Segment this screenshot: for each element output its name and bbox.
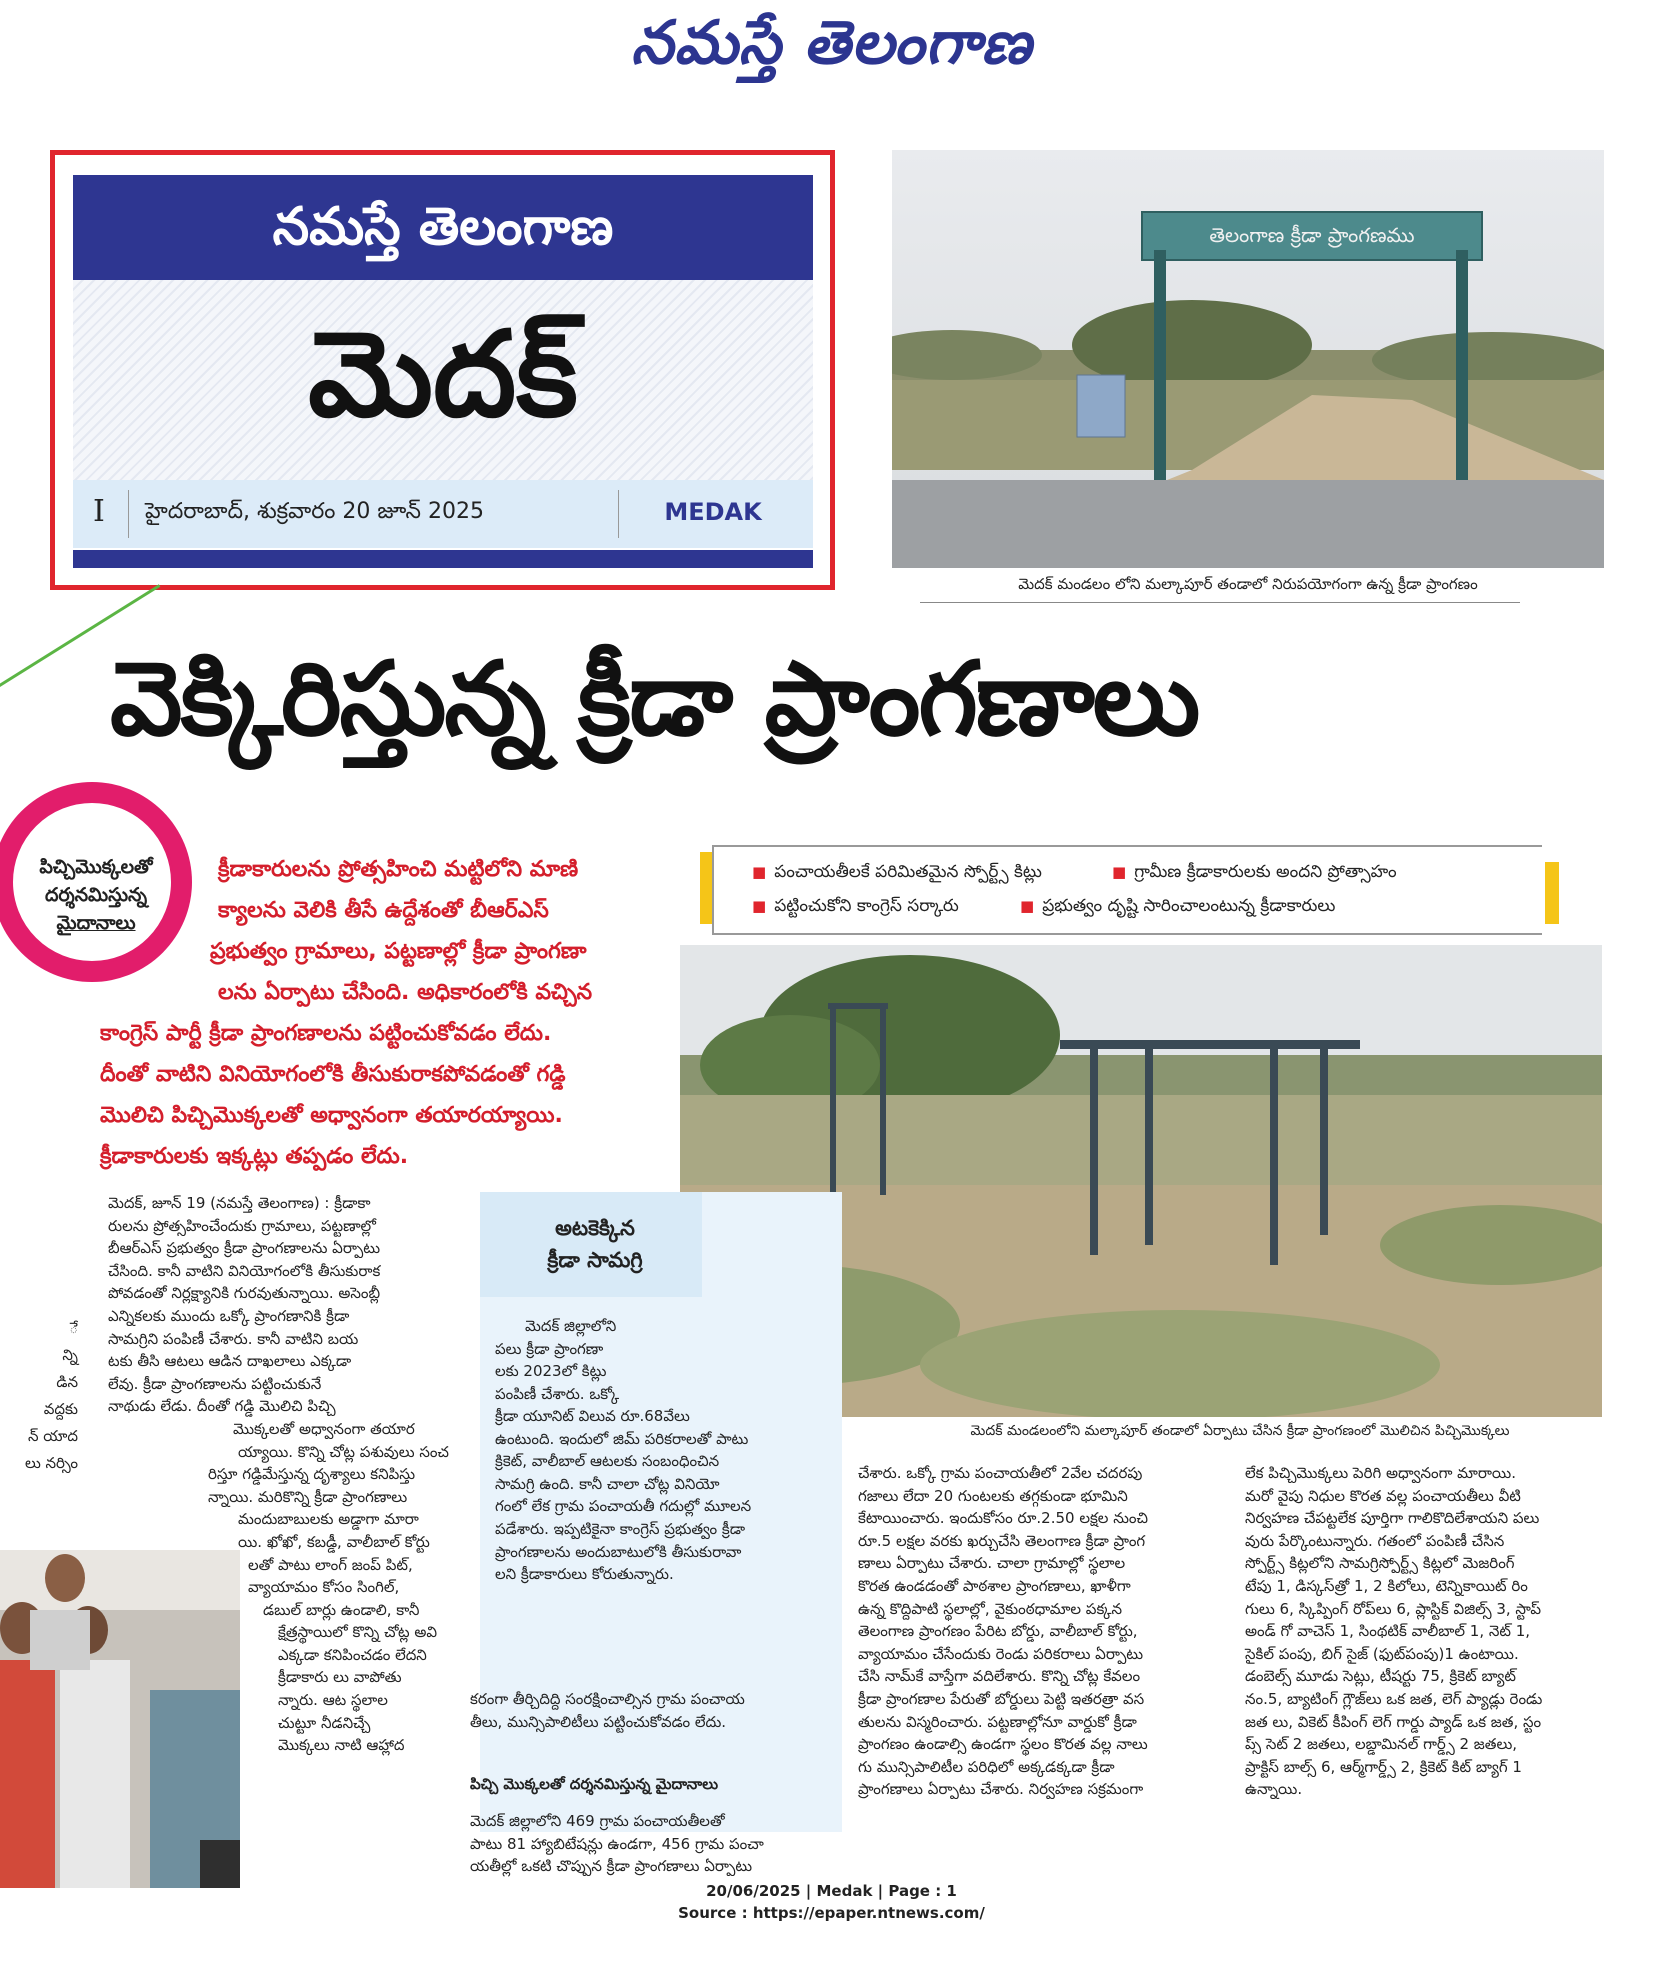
paragraph-line: రులను ప్రోత్సహించేందుకు గ్రామాలు, పట్టణాల్లో	[108, 1216, 376, 1235]
intro-line: మొలిచి పిచ్చిమొక్కలతో అధ్వానంగా తయారయ్యాయి.	[100, 1103, 563, 1128]
sidebar-body-narrow	[495, 1315, 685, 1405]
bullet-icon: ■	[752, 863, 767, 881]
paragraph-line: క్షేత్రస్థాయిలో కొన్ని చోట్ల అవి	[278, 1623, 438, 1642]
paragraph-line: ప్రాంగణం ఉండాల్సి ఉండగా స్థలం కొరత వల్ల నాలు	[858, 1735, 1148, 1754]
paragraph-line: పంపిణీ చేశారు. ఒక్కో	[495, 1384, 620, 1403]
highlight-item: ■ పట్టించుకోని కాంగ్రెస్ సర్కారు	[752, 896, 959, 916]
paragraph-line: నాథుడు లేడు. దీంతో గడ్డి మొలిచి పిచ్చి	[108, 1397, 336, 1416]
paragraph-line: మందుబాబులకు అడ్డాగా మారా	[238, 1510, 419, 1529]
bullet-icon: ■	[752, 897, 767, 915]
paragraph-line: స్పోర్ట్స్ కిట్లలోని సామగ్రిస్పోర్ట్స్ కిట్లలో మెజరింగ్	[1245, 1554, 1515, 1573]
gate-sign-text: తెలంగాణ క్రీడా ప్రాంగణము	[1209, 223, 1415, 247]
bullet-icon: ■	[1112, 863, 1127, 881]
fragment-text: న్ యాద	[28, 1427, 78, 1445]
paragraph-line: లకు 2023లో కిట్లు	[495, 1362, 607, 1381]
paragraph-line: వ్యాయామం కోసం సింగిల్,	[248, 1578, 400, 1597]
divider	[618, 490, 619, 538]
paragraph-line: ఉన్నాయి.	[1245, 1780, 1303, 1799]
paragraph-line: క్రికెట్, వాలీబాల్ ఆటలకు సంబంధించిన	[495, 1452, 720, 1471]
source-link[interactable]: Source : https://epaper.ntnews.com/	[678, 1904, 985, 1922]
intro-line: ప్రభుత్వం గ్రామాలు, పట్టణాల్లో క్రీడా ప్రాంగణా	[210, 939, 587, 964]
edition-city: మెదక్	[308, 305, 578, 443]
paragraph-line: తులను విస్మరించారు. పట్టణాల్లోనూ వార్డుకో క్రీడా	[858, 1712, 1137, 1731]
highlight-item: ■ గ్రామీణ క్రీడాకారులకు అందని ప్రోత్సాహం	[1112, 862, 1397, 882]
article-column-4	[1245, 1462, 1607, 1801]
paragraph-line: మెదక్ జిల్లాలోని 469 గ్రామ పంచాయతీలతో	[470, 1812, 725, 1830]
divider	[128, 490, 129, 538]
stadium-gate-photo	[892, 150, 1604, 568]
edition-issue: I	[93, 494, 105, 529]
section-subheading: పిచ్చి మొక్కలతో దర్శనమిస్తున్న మైదానాలు	[470, 1775, 719, 1793]
paragraph-line: గజాలు లేదా 20 గుంటలకు తగ్గకుండా భూమిని	[858, 1486, 1128, 1505]
edition-box	[50, 150, 835, 590]
highlights-box	[712, 845, 1542, 935]
article-column-2-end	[470, 1810, 840, 1878]
paragraph-line: చుట్టూ నీడనిచ్చే	[278, 1713, 371, 1732]
paragraph-line: నిర్వహణ చేపట్టలేక పూర్తిగా గాలికొదిలేశాయని పలు	[1245, 1509, 1540, 1528]
paragraph-line: య్యాయి. కొన్ని చోట్ల పశువులు సంచ	[238, 1442, 449, 1461]
paragraph-line: న్నాయి. మరికొన్ని క్రీడా ప్రాంగణాలు	[208, 1487, 408, 1506]
adjacent-column-fragments	[0, 1315, 78, 1477]
paragraph-line: బీఆర్ఎస్ ప్రభుత్వం క్రీడా ప్రాంగణాలను ఏర్పాటు	[108, 1239, 381, 1258]
paragraph-line: పలు క్రీడా ప్రాంగణా	[495, 1339, 604, 1358]
masthead-logo: నమస్తే తెలంగాణ	[630, 8, 1033, 78]
paragraph-line: క్రీడా ప్రాంగణాల పేరుతో బోర్డులు పెట్టి ఇతరత్రా వస	[858, 1689, 1145, 1708]
footer-source	[0, 1902, 1663, 1924]
badge-inner	[10, 800, 174, 964]
highlight-bar	[1545, 862, 1559, 924]
article-column-3	[858, 1462, 1226, 1801]
paragraph-line: సైకిల్ పంపు, బిగ్ సైజ్ (ఫుట్‌పంపు)1 ఉంటాయి.	[1245, 1644, 1519, 1663]
fragment-text: డిన	[56, 1373, 78, 1391]
paragraph-line: గులు 6, స్కిప్పింగ్ రోప్‌లు 6, ప్లాస్టిక్ విజిల్స్ 3, స్టాప్	[1245, 1599, 1542, 1618]
paragraph-line: జత లు, వికెట్ కీపింగ్ లెగ్ గార్డు ప్యాడ్ ఒక జత, స్టం	[1245, 1712, 1542, 1731]
paragraph-line: లతో పాటు లాంగ్ జంప్ పిట్,	[248, 1555, 413, 1574]
edition-date: హైదరాబాద్, శుక్రవారం 20 జూన్ 2025	[145, 499, 484, 524]
paragraph-line: ఎన్నికలకు ముందు ఒక్కో ప్రాంగణానికి క్రీడా	[108, 1306, 350, 1325]
badge-text	[21, 853, 171, 937]
paragraph-line: ఉన్న కొద్దిపాటి స్థలాల్లో, వైకుంఠధామాల పక్కన	[858, 1599, 1123, 1618]
paragraph-line: లేక పిచ్చిమొక్కలు పెరిగి అధ్వానంగా మారాయి.	[1245, 1464, 1516, 1482]
edition-bottom-bar	[73, 550, 813, 568]
paragraph-line: అండ్ గో వాచెస్ 1, సింథటిక్ వాలీబాల్ 1, నెట్ 1,	[1245, 1622, 1531, 1641]
intro-line: క్రీడాకారులకు ఇక్కట్లు తప్పడం లేదు.	[100, 1144, 409, 1169]
paragraph-line: లని క్రీడాకారులు కోరుతున్నారు.	[495, 1565, 674, 1584]
photo-caption: మెదక్ మండలంలోని మల్కాపూర్ తండాలో ఏర్పాటు చేసిన క్రీడా ప్రాంగణంలో మొలిచిన పిచ్చిమొక్కలు	[970, 1423, 1510, 1439]
intro-line: క్యాలను వెలికి తీసే ఉద్దేశంతో బీఆర్ఎస్	[218, 898, 549, 923]
stadium-gate-image	[892, 150, 1604, 568]
paragraph-line: కొరత ఉండడంతో పాఠశాల ప్రాంగణాలు, ఖాళీగా	[858, 1576, 1131, 1595]
badge-line: మైదానాలు	[56, 912, 136, 934]
paragraph-line: నం.5, బ్యాటింగ్ గ్లౌజ్‌లు ఒక జత, లెగ్ ప్యాడ్లు రెండు	[1245, 1689, 1543, 1708]
photo-caption: మెదక్ మండలం లోని మల్కాపూర్ తండాలో నిరుపయోగంగా ఉన్న క్రీడా ప్రాంగణం	[1018, 575, 1478, 593]
article-headline: వెక్కిరిస్తున్న క్రీడా ప్రాంగణాలు	[110, 640, 1199, 759]
paragraph-line: లేవు. క్రీడా ప్రాంగణాలను పట్టించుకునే	[108, 1374, 322, 1393]
paragraph-line: రూ.5 లక్షల వరకు ఖర్చుచేసి తెలంగాణ క్రీడా ప్రాంగ	[858, 1531, 1146, 1550]
paragraph-line: ణాలు ఏర్పాటు చేశారు. చాలా గ్రామాల్లో స్థలాల	[858, 1554, 1126, 1573]
paragraph-line: కరంగా తీర్చిదిద్ది సంరక్షించాల్సిన గ్రామ పంచాయ	[470, 1690, 745, 1708]
paragraph-line: క్రీడాకారు లు వాపోతు	[278, 1668, 402, 1687]
intro-line: దీంతో వాటిని వినియోగంలోకి తీసుకురాకపోవడంతో గడ్డి	[100, 1062, 566, 1087]
edition-paper-name: నమస్తే తెలంగాణ	[73, 175, 813, 280]
paragraph-line: యి. ఖోఖో, కబడ్డీ, వాలీబాల్ కోర్టు	[238, 1532, 430, 1551]
paragraph-line: డబుల్ బార్లు ఉండాలి, కానీ	[263, 1600, 420, 1619]
paragraph-line: తీలు, మున్సిపాలిటీలు పట్టించుకోవడం లేదు.	[470, 1712, 727, 1731]
intro-line: లను ఏర్పాటు చేసింది. అధికారంలోకి వచ్చిన	[218, 980, 593, 1005]
fragment-text: వద్దకు	[43, 1400, 78, 1418]
paragraph-line: ప్రాంగణాలను అందుబాటులోకి తీసుకురావా	[495, 1542, 742, 1561]
highlight-item: ■ పంచాయతీలకే పరిమితమైన స్పోర్ట్స్ కిట్లు	[752, 862, 1042, 882]
paragraph-line: మెదక్, జూన్ 19 (నమస్తే తెలంగాణ) : క్రీడాకా	[108, 1194, 371, 1212]
paragraph-line: వురు పేర్కొంటున్నారు. గతంలో పంపిణీ చేసిన	[1245, 1531, 1505, 1550]
paragraph-line: మెదక్ జిల్లాలోని	[525, 1317, 617, 1335]
sidebar-title	[505, 1212, 685, 1276]
edition-date-bar	[73, 480, 813, 548]
paragraph-line: మొక్కలతో అధ్వానంగా తయార	[233, 1419, 415, 1438]
paragraph-line: చేసి నామ్‌కే వాస్తేగా వదిలేశారు. కొన్ని చోట్ల కేవలం	[858, 1667, 1141, 1686]
paragraph-line: పడేశారు. ఇప్పటికైనా కాంగ్రెస్ ప్రభుత్వం క్రీడా	[495, 1519, 746, 1538]
sidebar-title-line: క్రీడా సామగ్రి	[547, 1248, 643, 1272]
fragment-text: లు నర్సిం	[24, 1454, 78, 1472]
article-column-2-continued	[470, 1688, 840, 1733]
paragraph-line: ఎక్కడా కనిపించడం లేదని	[278, 1645, 427, 1664]
bullet-icon: ■	[1020, 897, 1035, 915]
highlight-badge	[0, 782, 192, 982]
highlight-bar	[700, 852, 712, 924]
edition-city-panel	[73, 280, 813, 480]
paragraph-line: ప్రాంగణాలు ఏర్పాటు చేశారు. నిర్వహణ సక్రమంగా	[858, 1780, 1144, 1799]
fragment-text: న్ని	[62, 1346, 78, 1364]
paragraph-line: చేసింది. కానీ వాటిని వినియోగంలోకి తీసుకురాక	[108, 1261, 381, 1280]
paragraph-line: కేటాయించారు. ఇందుకోసం రూ.2.50 లక్షల నుంచి	[858, 1509, 1149, 1528]
paragraph-line: పాటు 81 హ్యాబిటేషన్లు ఉండగా, 456 గ్రామ పంచా	[470, 1834, 764, 1853]
intro-line: క్రీడాకారులను ప్రోత్సహించి మట్టిలోని మాణి	[218, 857, 579, 882]
paragraph-line: గు మున్సిపాలిటీల పరిధిలో అక్కడక్కడా క్రీడా	[858, 1757, 1115, 1776]
article-column-1	[108, 1192, 453, 1757]
paragraph-line: తెలంగాణ ప్రాంగణం పేరిట బోర్డు, వాలీబాల్ కోర్టు,	[858, 1622, 1138, 1641]
badge-line: పిచ్చిమొక్కలతో	[39, 856, 153, 878]
paragraph-line: టేపు 1, డిస్కస్‌త్రో 1, 2 కిలోలు, టెన్నికాయిట్ రిం	[1245, 1576, 1528, 1595]
badge-line: దర్శనమిస్తున్న	[44, 884, 148, 906]
divider	[920, 602, 1520, 603]
paragraph-line: సామగ్రిని పంపిణీ చేశారు. కానీ వాటిని బయ	[108, 1329, 359, 1348]
paragraph-line: చేశారు. ఒక్కో గ్రామ పంచాయతీలో 2వేల చదరపు	[858, 1464, 1143, 1482]
paragraph-line: టకు తీసి ఆటలు ఆడిన దాఖలాలు ఎక్కడా	[108, 1352, 352, 1371]
paragraph-line: యతీల్లో ఒకటి చొప్పున క్రీడా ప్రాంగణాలు ఏర్పాటు	[470, 1857, 753, 1876]
paragraph-line: న్నారు. ఆట స్థలాల	[278, 1691, 388, 1710]
paragraph-line: డంబెల్స్ మూడు సెట్లు, టీషర్టు 75, క్రికెట్ బ్యాట్	[1245, 1667, 1516, 1686]
paragraph-line: మరో వైపు నిధుల కొరత వల్ల పంచాయతీలు వీటి	[1245, 1486, 1521, 1505]
fragment-text: ే	[69, 1319, 78, 1337]
paragraph-line: ఉంటుంది. ఇందులో జిమ్ పరికరాలతో పాటు	[495, 1429, 749, 1448]
paragraph-line: మొక్కలు నాటి ఆహ్లాద	[278, 1736, 405, 1755]
paragraph-line: ప్స్ సెట్ 2 జతలు, లబ్డామినల్ గార్డ్స్ 2 జతలు,	[1245, 1735, 1518, 1754]
paragraph-line: సామగ్రి ఉంది. కానీ చాలా చోట్ల వినియో	[495, 1474, 720, 1493]
sidebar-title-line: అటకెక్కిన	[555, 1216, 635, 1240]
highlight-item: ■ ప్రభుత్వం దృష్టి సారించాలంటున్న క్రీడాకారులు	[1020, 896, 1336, 916]
paragraph-line: వ్యాయామం చేసేందుకు రెండు పరికరాలు ఏర్పాటు	[858, 1644, 1144, 1663]
edition-label: MEDAK	[664, 498, 762, 526]
paragraph-line: పోవడంతో నిర్లక్ష్యానికి గురవుతున్నాయి. అసెంబ్లీ	[108, 1284, 381, 1303]
paragraph-line: ప్రాక్టిస్ బాల్స్ 6, ఆర్మ్‌గార్డ్స్ 2, క్రికెట్ కిట్ బ్యాగ్ 1	[1245, 1757, 1522, 1776]
paragraph-line: క్రీడా యూనిట్ విలువ రూ.68వేలు	[495, 1407, 690, 1425]
sidebar-body	[495, 1405, 825, 1586]
paragraph-line: గంలో లేక గ్రామ పంచాయతీ గదుల్లో మూలన	[495, 1497, 752, 1516]
paragraph-line: రిస్తూ గడ్డిమేస్తున్న దృశ్యాలు కనిపిస్తు	[208, 1465, 416, 1484]
intro-line: కాంగ్రెస్ పార్టీ క్రీడా ప్రాంగణాలను పట్టించుకోవడం లేదు.	[100, 1021, 552, 1046]
footer-page-info: 20/06/2025 | Medak | Page : 1	[706, 1882, 957, 1900]
page-footer	[0, 1880, 1663, 1924]
